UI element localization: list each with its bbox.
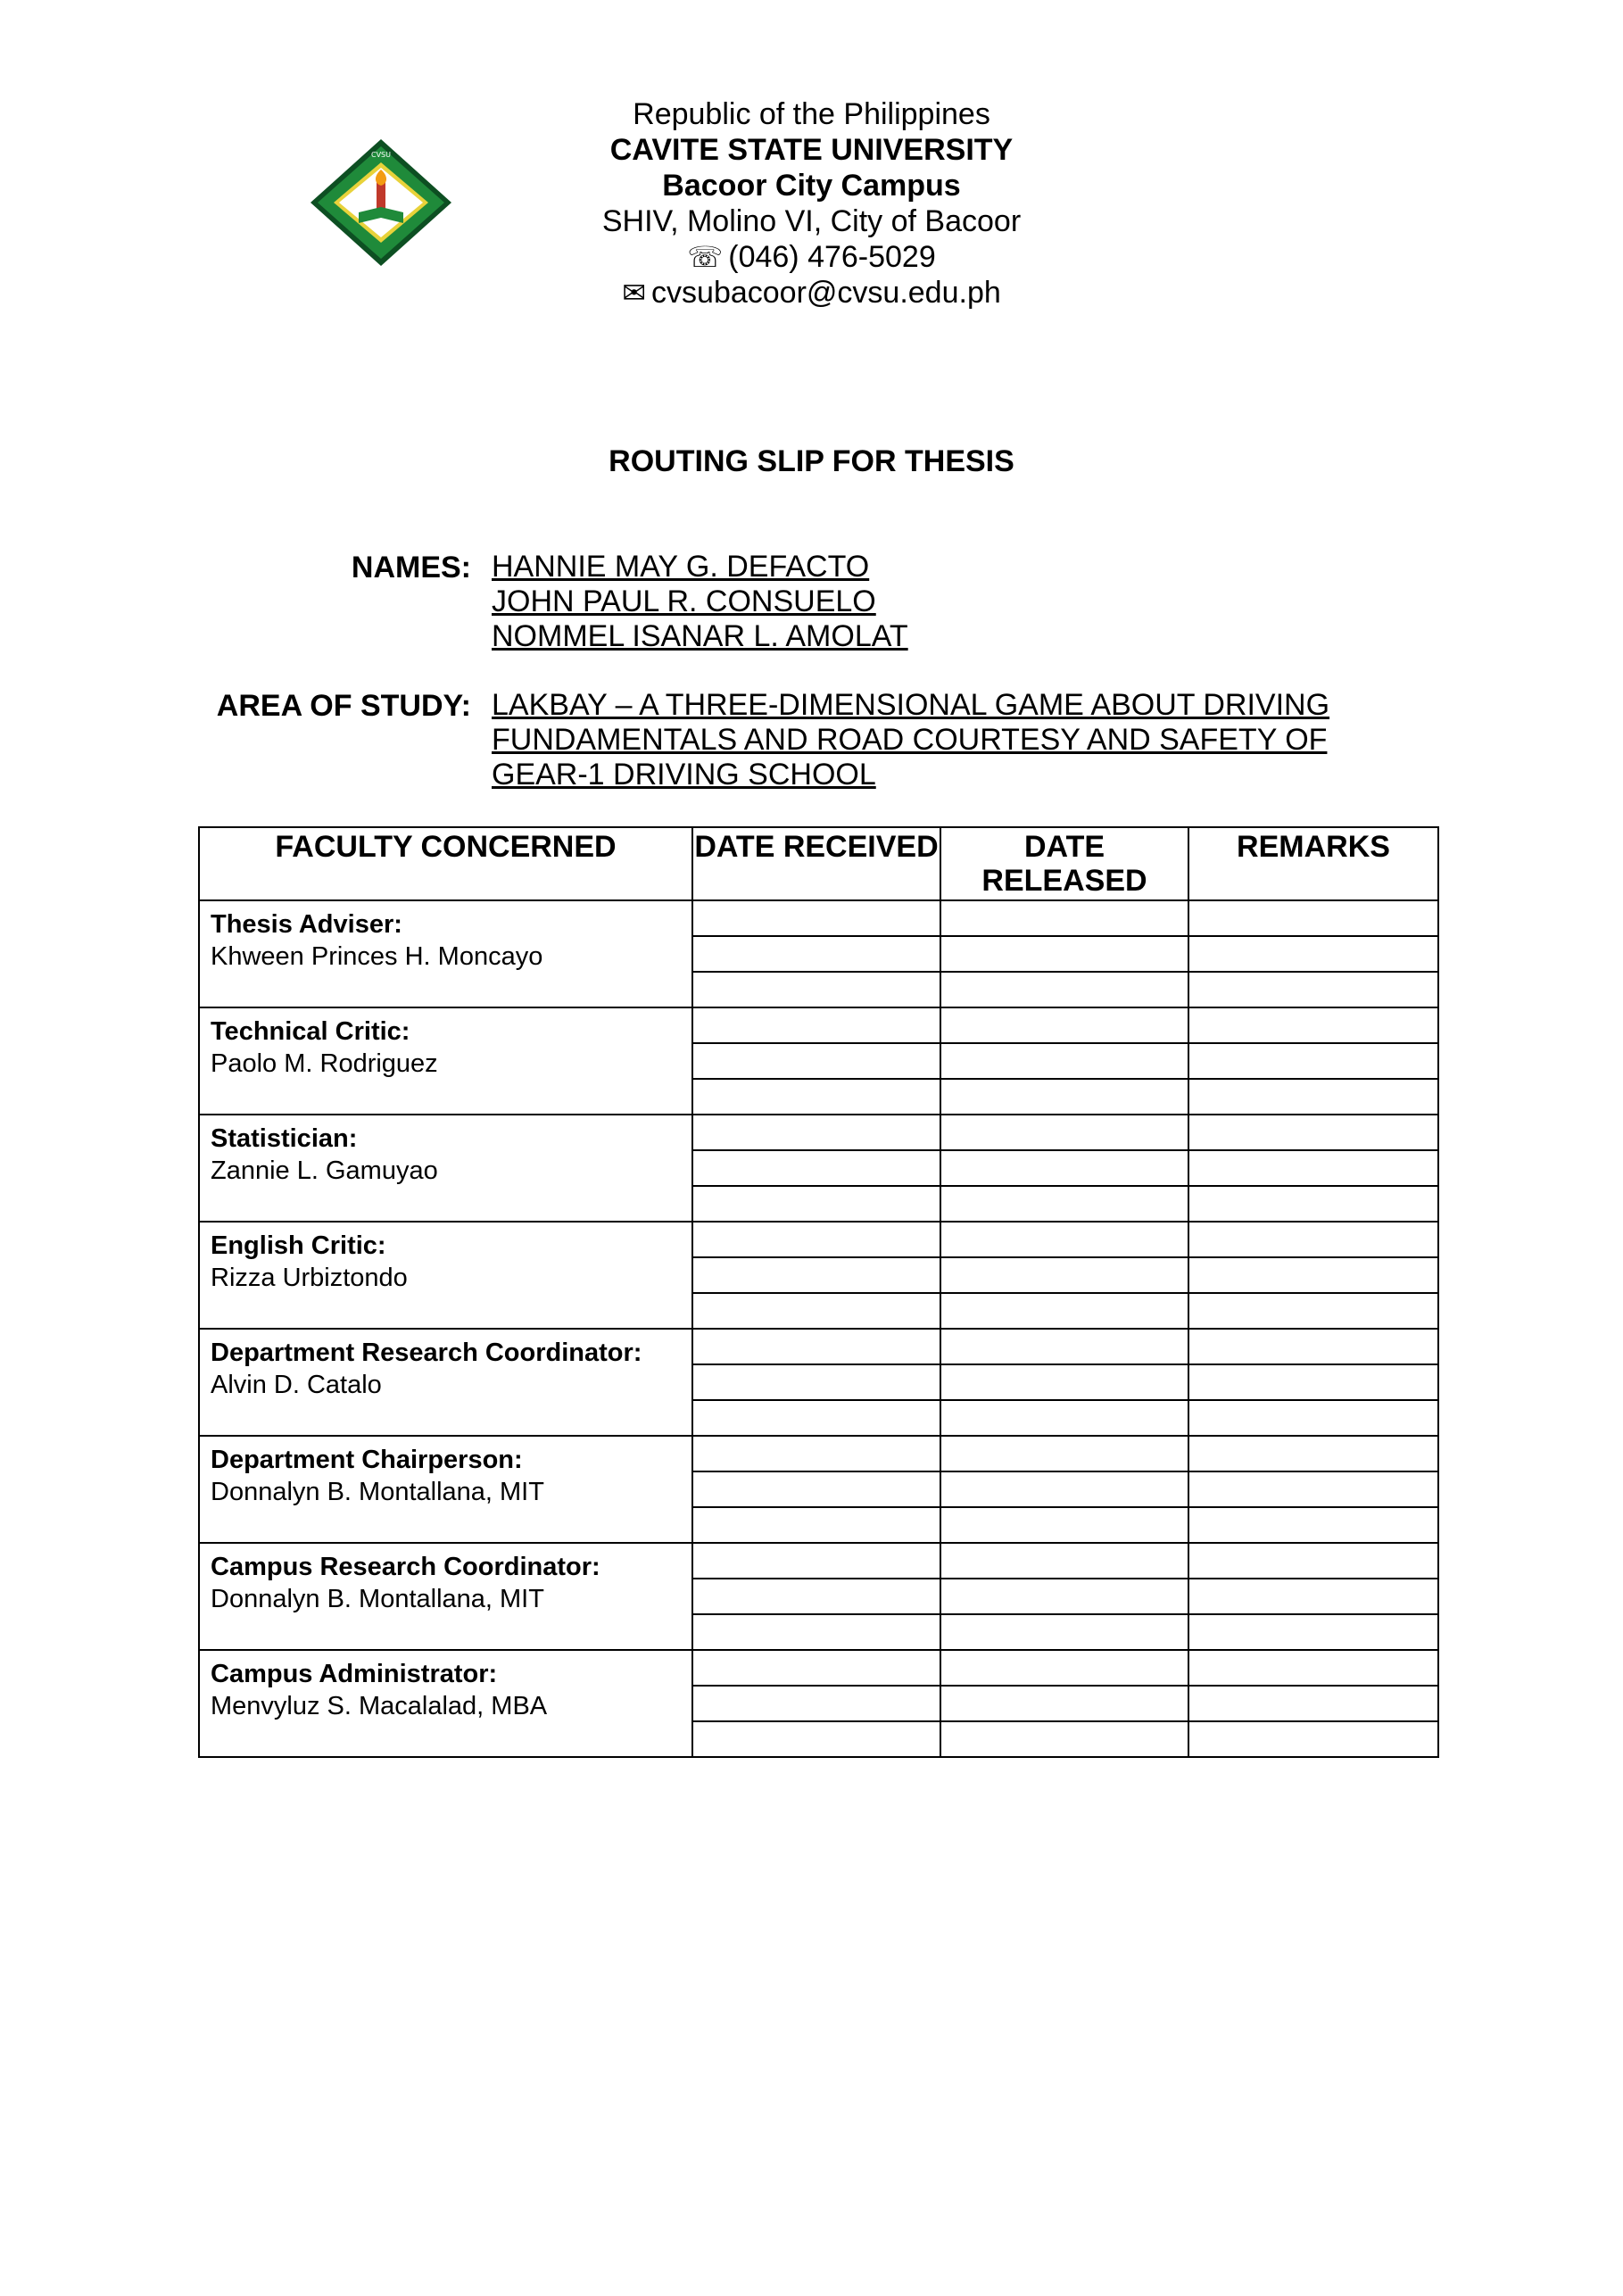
date-received-cell[interactable]: [692, 1364, 940, 1400]
date-received-cell[interactable]: [692, 1007, 940, 1043]
date-received-cell[interactable]: [692, 1115, 940, 1150]
date-released-cell[interactable]: [940, 1721, 1188, 1757]
faculty-cell: [199, 900, 692, 1007]
date-received-cell[interactable]: [692, 1721, 940, 1757]
republic-line: Republic of the Philippines: [633, 97, 990, 131]
date-received-cell[interactable]: [692, 1436, 940, 1471]
table-row: [199, 1007, 1438, 1043]
date-released-cell[interactable]: [940, 1364, 1188, 1400]
date-released-cell[interactable]: [940, 1400, 1188, 1436]
document-title: ROUTING SLIP FOR THESIS: [609, 444, 1014, 478]
student-name: NOMMEL ISANAR L. AMOLAT: [492, 619, 908, 653]
faculty-cell: [199, 1115, 692, 1222]
date-released-cell[interactable]: [940, 1079, 1188, 1115]
faculty-name: Donnalyn B. Montallana, MIT: [211, 1478, 544, 1506]
faculty-cell: [199, 1222, 692, 1329]
table-row: [199, 1436, 1438, 1471]
faculty-cell: [199, 1007, 692, 1115]
date-received-cell[interactable]: [692, 900, 940, 936]
faculty-role: Technical Critic:: [211, 1017, 410, 1046]
date-released-cell[interactable]: [940, 1222, 1188, 1257]
date-released-cell[interactable]: [940, 1579, 1188, 1614]
date-released-cell[interactable]: [940, 972, 1188, 1007]
date-released-cell[interactable]: [940, 1115, 1188, 1150]
faculty-role: Campus Research Coordinator:: [211, 1553, 600, 1581]
area-of-study-value: [492, 688, 1329, 792]
seal-lettering: CVSU: [371, 151, 391, 159]
table-row: [199, 900, 1438, 936]
date-received-cell[interactable]: [692, 936, 940, 972]
remarks-cell[interactable]: [1188, 1436, 1438, 1471]
date-released-cell[interactable]: [940, 1543, 1188, 1579]
table-body: [199, 900, 1438, 1757]
remarks-cell[interactable]: [1188, 1579, 1438, 1614]
remarks-cell[interactable]: [1188, 1650, 1438, 1686]
header-remarks: REMARKS: [1188, 827, 1438, 900]
date-received-cell[interactable]: [692, 1222, 940, 1257]
date-received-cell[interactable]: [692, 1257, 940, 1293]
remarks-cell[interactable]: [1188, 1507, 1438, 1543]
email-line: [0, 275, 1623, 311]
table-row: [199, 1115, 1438, 1150]
remarks-cell[interactable]: [1188, 1614, 1438, 1650]
date-released-cell[interactable]: [940, 1650, 1188, 1686]
faculty-role: Statistician:: [211, 1124, 358, 1153]
remarks-cell[interactable]: [1188, 1686, 1438, 1721]
date-released-cell[interactable]: [940, 1436, 1188, 1471]
remarks-cell[interactable]: [1188, 1400, 1438, 1436]
date-released-cell[interactable]: [940, 1507, 1188, 1543]
date-released-cell[interactable]: [940, 1186, 1188, 1222]
student-name: JOHN PAUL R. CONSUELO: [492, 584, 876, 618]
table-row: [199, 1222, 1438, 1257]
date-received-cell[interactable]: [692, 1079, 940, 1115]
remarks-cell[interactable]: [1188, 1186, 1438, 1222]
faculty-role: Thesis Adviser:: [211, 910, 402, 939]
phone-icon: ☏: [687, 241, 724, 273]
header-faculty: FACULTY CONCERNED: [199, 827, 692, 900]
date-released-cell[interactable]: [940, 1150, 1188, 1186]
faculty-name: Zannie L. Gamuyao: [211, 1156, 438, 1185]
date-released-cell[interactable]: [940, 1257, 1188, 1293]
date-received-cell[interactable]: [692, 1150, 940, 1186]
email-address: cvsubacoor@cvsu.edu.ph: [651, 276, 1001, 310]
campus-name: Bacoor City Campus: [662, 169, 961, 203]
faculty-name: Menvyluz S. Macalalad, MBA: [211, 1692, 548, 1720]
date-released-cell[interactable]: [940, 1007, 1188, 1043]
remarks-cell[interactable]: [1188, 1471, 1438, 1507]
area-of-study-label: AREA OF STUDY:: [216, 689, 471, 723]
date-received-cell[interactable]: [692, 1507, 940, 1543]
remarks-cell[interactable]: [1188, 972, 1438, 1007]
university-name: CAVITE STATE UNIVERSITY: [609, 133, 1014, 167]
date-received-cell[interactable]: [692, 1579, 940, 1614]
remarks-cell[interactable]: [1188, 1329, 1438, 1364]
date-released-cell[interactable]: [940, 1293, 1188, 1329]
remarks-cell[interactable]: [1188, 1293, 1438, 1329]
table-row: [199, 1329, 1438, 1364]
letterhead: [0, 96, 1623, 311]
header-date-received: DATE RECEIVED: [692, 827, 940, 900]
date-received-cell[interactable]: [692, 1686, 940, 1721]
phone-number: (046) 476-5029: [728, 240, 936, 274]
date-released-cell[interactable]: [940, 1329, 1188, 1364]
date-received-cell[interactable]: [692, 972, 940, 1007]
remarks-cell[interactable]: [1188, 1043, 1438, 1079]
date-received-cell[interactable]: [692, 1186, 940, 1222]
faculty-cell: [199, 1650, 692, 1757]
names-label: NAMES:: [351, 551, 471, 584]
phone-line: [0, 239, 1623, 275]
envelope-icon: ✉: [622, 277, 647, 309]
date-received-cell[interactable]: [692, 1614, 940, 1650]
date-received-cell[interactable]: [692, 1543, 940, 1579]
date-released-cell[interactable]: [940, 1686, 1188, 1721]
remarks-cell[interactable]: [1188, 900, 1438, 936]
faculty-cell: [199, 1329, 692, 1436]
remarks-cell[interactable]: [1188, 1115, 1438, 1150]
date-released-cell[interactable]: [940, 900, 1188, 936]
faculty-role: Department Chairperson:: [211, 1446, 523, 1474]
remarks-cell[interactable]: [1188, 1543, 1438, 1579]
campus-address: SHIV, Molino VI, City of Bacoor: [601, 204, 1022, 238]
table-row: [199, 1650, 1438, 1686]
remarks-cell[interactable]: [1188, 1364, 1438, 1400]
table-row: [199, 1543, 1438, 1579]
student-name: HANNIE MAY G. DEFACTO: [492, 550, 870, 584]
area-line: GEAR-1 DRIVING SCHOOL: [492, 758, 876, 792]
remarks-cell[interactable]: [1188, 1222, 1438, 1257]
routing-table: [198, 826, 1439, 1758]
remarks-cell[interactable]: [1188, 936, 1438, 972]
date-received-cell[interactable]: [692, 1400, 940, 1436]
date-received-cell[interactable]: [692, 1650, 940, 1686]
remarks-cell[interactable]: [1188, 1150, 1438, 1186]
date-received-cell[interactable]: [692, 1471, 940, 1507]
remarks-cell[interactable]: [1188, 1721, 1438, 1757]
date-received-cell[interactable]: [692, 1329, 940, 1364]
faculty-role: Campus Administrator:: [211, 1660, 498, 1688]
faculty-cell: [199, 1436, 692, 1543]
date-released-cell[interactable]: [940, 1614, 1188, 1650]
date-released-cell[interactable]: [940, 1043, 1188, 1079]
remarks-cell[interactable]: [1188, 1079, 1438, 1115]
faculty-cell: [199, 1543, 692, 1650]
faculty-name: Rizza Urbiztondo: [211, 1264, 408, 1292]
date-released-cell[interactable]: [940, 1471, 1188, 1507]
faculty-role: Department Research Coordinator:: [211, 1339, 642, 1367]
date-received-cell[interactable]: [692, 1043, 940, 1079]
names-list: [492, 550, 908, 654]
faculty-name: Khween Princes H. Moncayo: [211, 942, 543, 971]
faculty-name: Donnalyn B. Montallana, MIT: [211, 1585, 544, 1613]
area-line: FUNDAMENTALS AND ROAD COURTESY AND SAFETY OF: [492, 723, 1328, 757]
remarks-cell[interactable]: [1188, 1257, 1438, 1293]
faculty-role: English Critic:: [211, 1231, 386, 1260]
faculty-name: Alvin D. Catalo: [211, 1371, 382, 1399]
faculty-name: Paolo M. Rodriguez: [211, 1049, 438, 1078]
remarks-cell[interactable]: [1188, 1007, 1438, 1043]
table-header-row: [199, 827, 1438, 900]
date-released-cell[interactable]: [940, 936, 1188, 972]
area-line: LAKBAY – A THREE-DIMENSIONAL GAME ABOUT DRIVING: [492, 688, 1330, 722]
header-date-released: DATE RELEASED: [940, 827, 1188, 900]
date-received-cell[interactable]: [692, 1293, 940, 1329]
